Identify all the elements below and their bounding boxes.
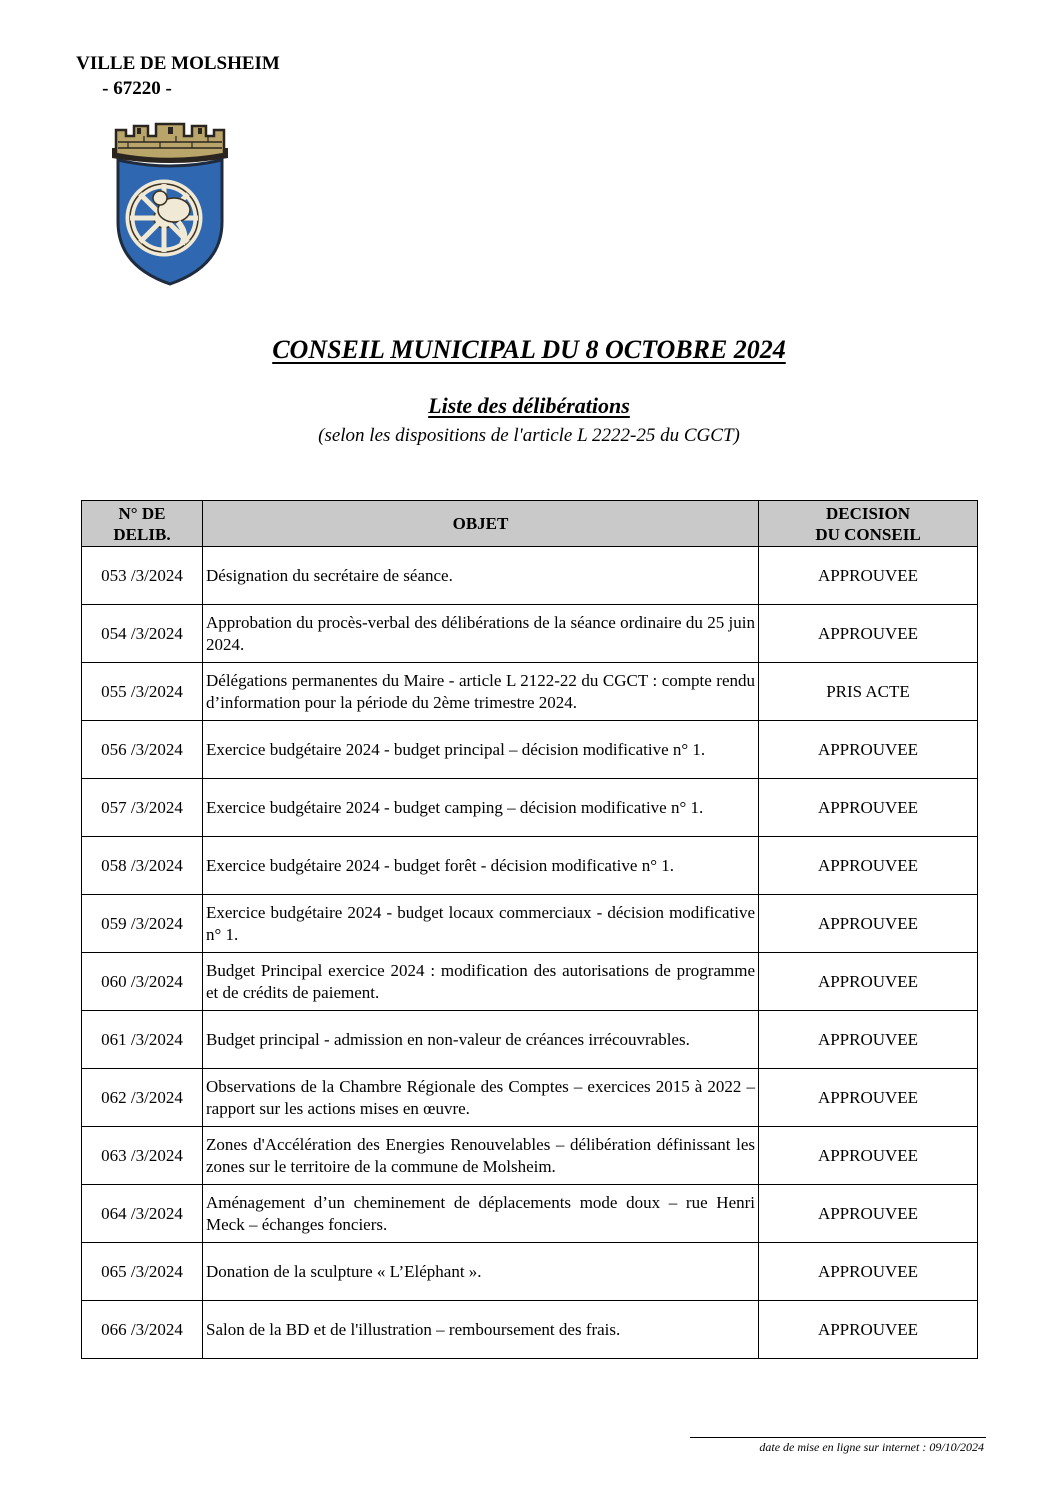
table-header-row [82,501,978,547]
table-row [82,895,978,953]
header-number-line1: N° DE [118,503,166,523]
deliberation-number: 057 /3/2024 [82,779,203,837]
deliberation-number: 056 /3/2024 [82,721,203,779]
table-row [82,953,978,1011]
deliberation-object: Exercice budgétaire 2024 - budget camping – décision modificative n° 1. [203,779,759,837]
deliberation-number: 053 /3/2024 [82,547,203,605]
deliberation-object: Exercice budgétaire 2024 - budget locaux commerciaux - décision modificative n° 1. [203,895,759,953]
table-row [82,1301,978,1359]
deliberation-object: Budget principal - admission en non-valeur de créances irrécouvrables. [203,1011,759,1069]
table-row [82,547,978,605]
deliberations-table [81,500,978,1359]
deliberation-decision: PRIS ACTE [759,663,978,721]
deliberation-number: 058 /3/2024 [82,837,203,895]
table-row [82,1011,978,1069]
deliberation-decision: APPROUVEE [759,1243,978,1301]
coat-of-arms-icon [104,118,236,288]
deliberation-number: 055 /3/2024 [82,663,203,721]
deliberation-object: Donation de la sculpture « L’Eléphant ». [203,1243,759,1301]
deliberation-decision: APPROUVEE [759,1185,978,1243]
org-name: VILLE DE MOLSHEIM [76,53,280,74]
deliberation-number: 063 /3/2024 [82,1127,203,1185]
deliberation-decision: APPROUVEE [759,547,978,605]
deliberation-number: 054 /3/2024 [82,605,203,663]
deliberation-decision: APPROUVEE [759,837,978,895]
page-subtitle-text: Liste des délibérations [428,393,630,418]
deliberation-object: Budget Principal exercice 2024 : modification des autorisations de programme et de crédits de paiement. [203,953,759,1011]
deliberation-object: Zones d'Accélération des Energies Renouvelables – délibération définissant les zones sur le territoire de la commune de Molsheim. [203,1127,759,1185]
table-row [82,605,978,663]
page-title-text: CONSEIL MUNICIPAL DU 8 OCTOBRE 2024 [272,335,786,364]
deliberation-decision: APPROUVEE [759,953,978,1011]
deliberation-decision: APPROUVEE [759,1011,978,1069]
table-row [82,837,978,895]
deliberation-object: Exercice budgétaire 2024 - budget principal – décision modificative n° 1. [203,721,759,779]
org-postal-code: - 67220 - [102,78,172,99]
deliberation-decision: APPROUVEE [759,605,978,663]
deliberation-object: Aménagement d’un cheminement de déplacements mode doux – rue Henri Meck – échanges fonciers. [203,1185,759,1243]
deliberation-object: Exercice budgétaire 2024 - budget forêt - décision modificative n° 1. [203,837,759,895]
legal-note: (selon les dispositions de l'article L 2222-25 du CGCT) [318,425,740,446]
online-date-note: date de mise en ligne sur internet : 09/10/2024 [759,1440,984,1454]
deliberation-object: Observations de la Chambre Régionale des Comptes – exercices 2015 à 2022 – rapport sur les actions mises en œuvre. [203,1069,759,1127]
deliberation-decision: APPROUVEE [759,1127,978,1185]
deliberation-number: 062 /3/2024 [82,1069,203,1127]
header-number [82,501,203,547]
header-decision-line1: DECISION [825,503,911,523]
deliberation-number: 060 /3/2024 [82,953,203,1011]
header-decision [759,501,978,547]
page-subtitle [0,392,1058,420]
deliberation-decision: APPROUVEE [759,1069,978,1127]
deliberation-decision: APPROUVEE [759,721,978,779]
header-object: OBJET [203,501,759,547]
deliberation-decision: APPROUVEE [759,895,978,953]
deliberation-decision: APPROUVEE [759,1301,978,1359]
deliberation-object: Délégations permanentes du Maire - article L 2122-22 du CGCT : compte rendu d’information pour la période du 2ème trimestre 2024. [203,663,759,721]
footer-divider [690,1437,986,1438]
table-row [82,1127,978,1185]
deliberation-object: Salon de la BD et de l'illustration – remboursement des frais. [203,1301,759,1359]
table-row [82,1069,978,1127]
table-row [82,1185,978,1243]
table-row [82,663,978,721]
page-title [0,333,1058,367]
table-row [82,1243,978,1301]
deliberation-object: Désignation du secrétaire de séance. [203,547,759,605]
table-row [82,779,978,837]
table-row [82,721,978,779]
deliberation-number: 059 /3/2024 [82,895,203,953]
deliberation-object: Approbation du procès-verbal des délibérations de la séance ordinaire du 25 juin 2024. [203,605,759,663]
header-number-line2: DELIB. [113,524,171,544]
deliberation-decision: APPROUVEE [759,779,978,837]
deliberation-number: 065 /3/2024 [82,1243,203,1301]
deliberation-number: 061 /3/2024 [82,1011,203,1069]
header-decision-line2: DU CONSEIL [815,524,921,544]
deliberation-number: 066 /3/2024 [82,1301,203,1359]
deliberation-number: 064 /3/2024 [82,1185,203,1243]
